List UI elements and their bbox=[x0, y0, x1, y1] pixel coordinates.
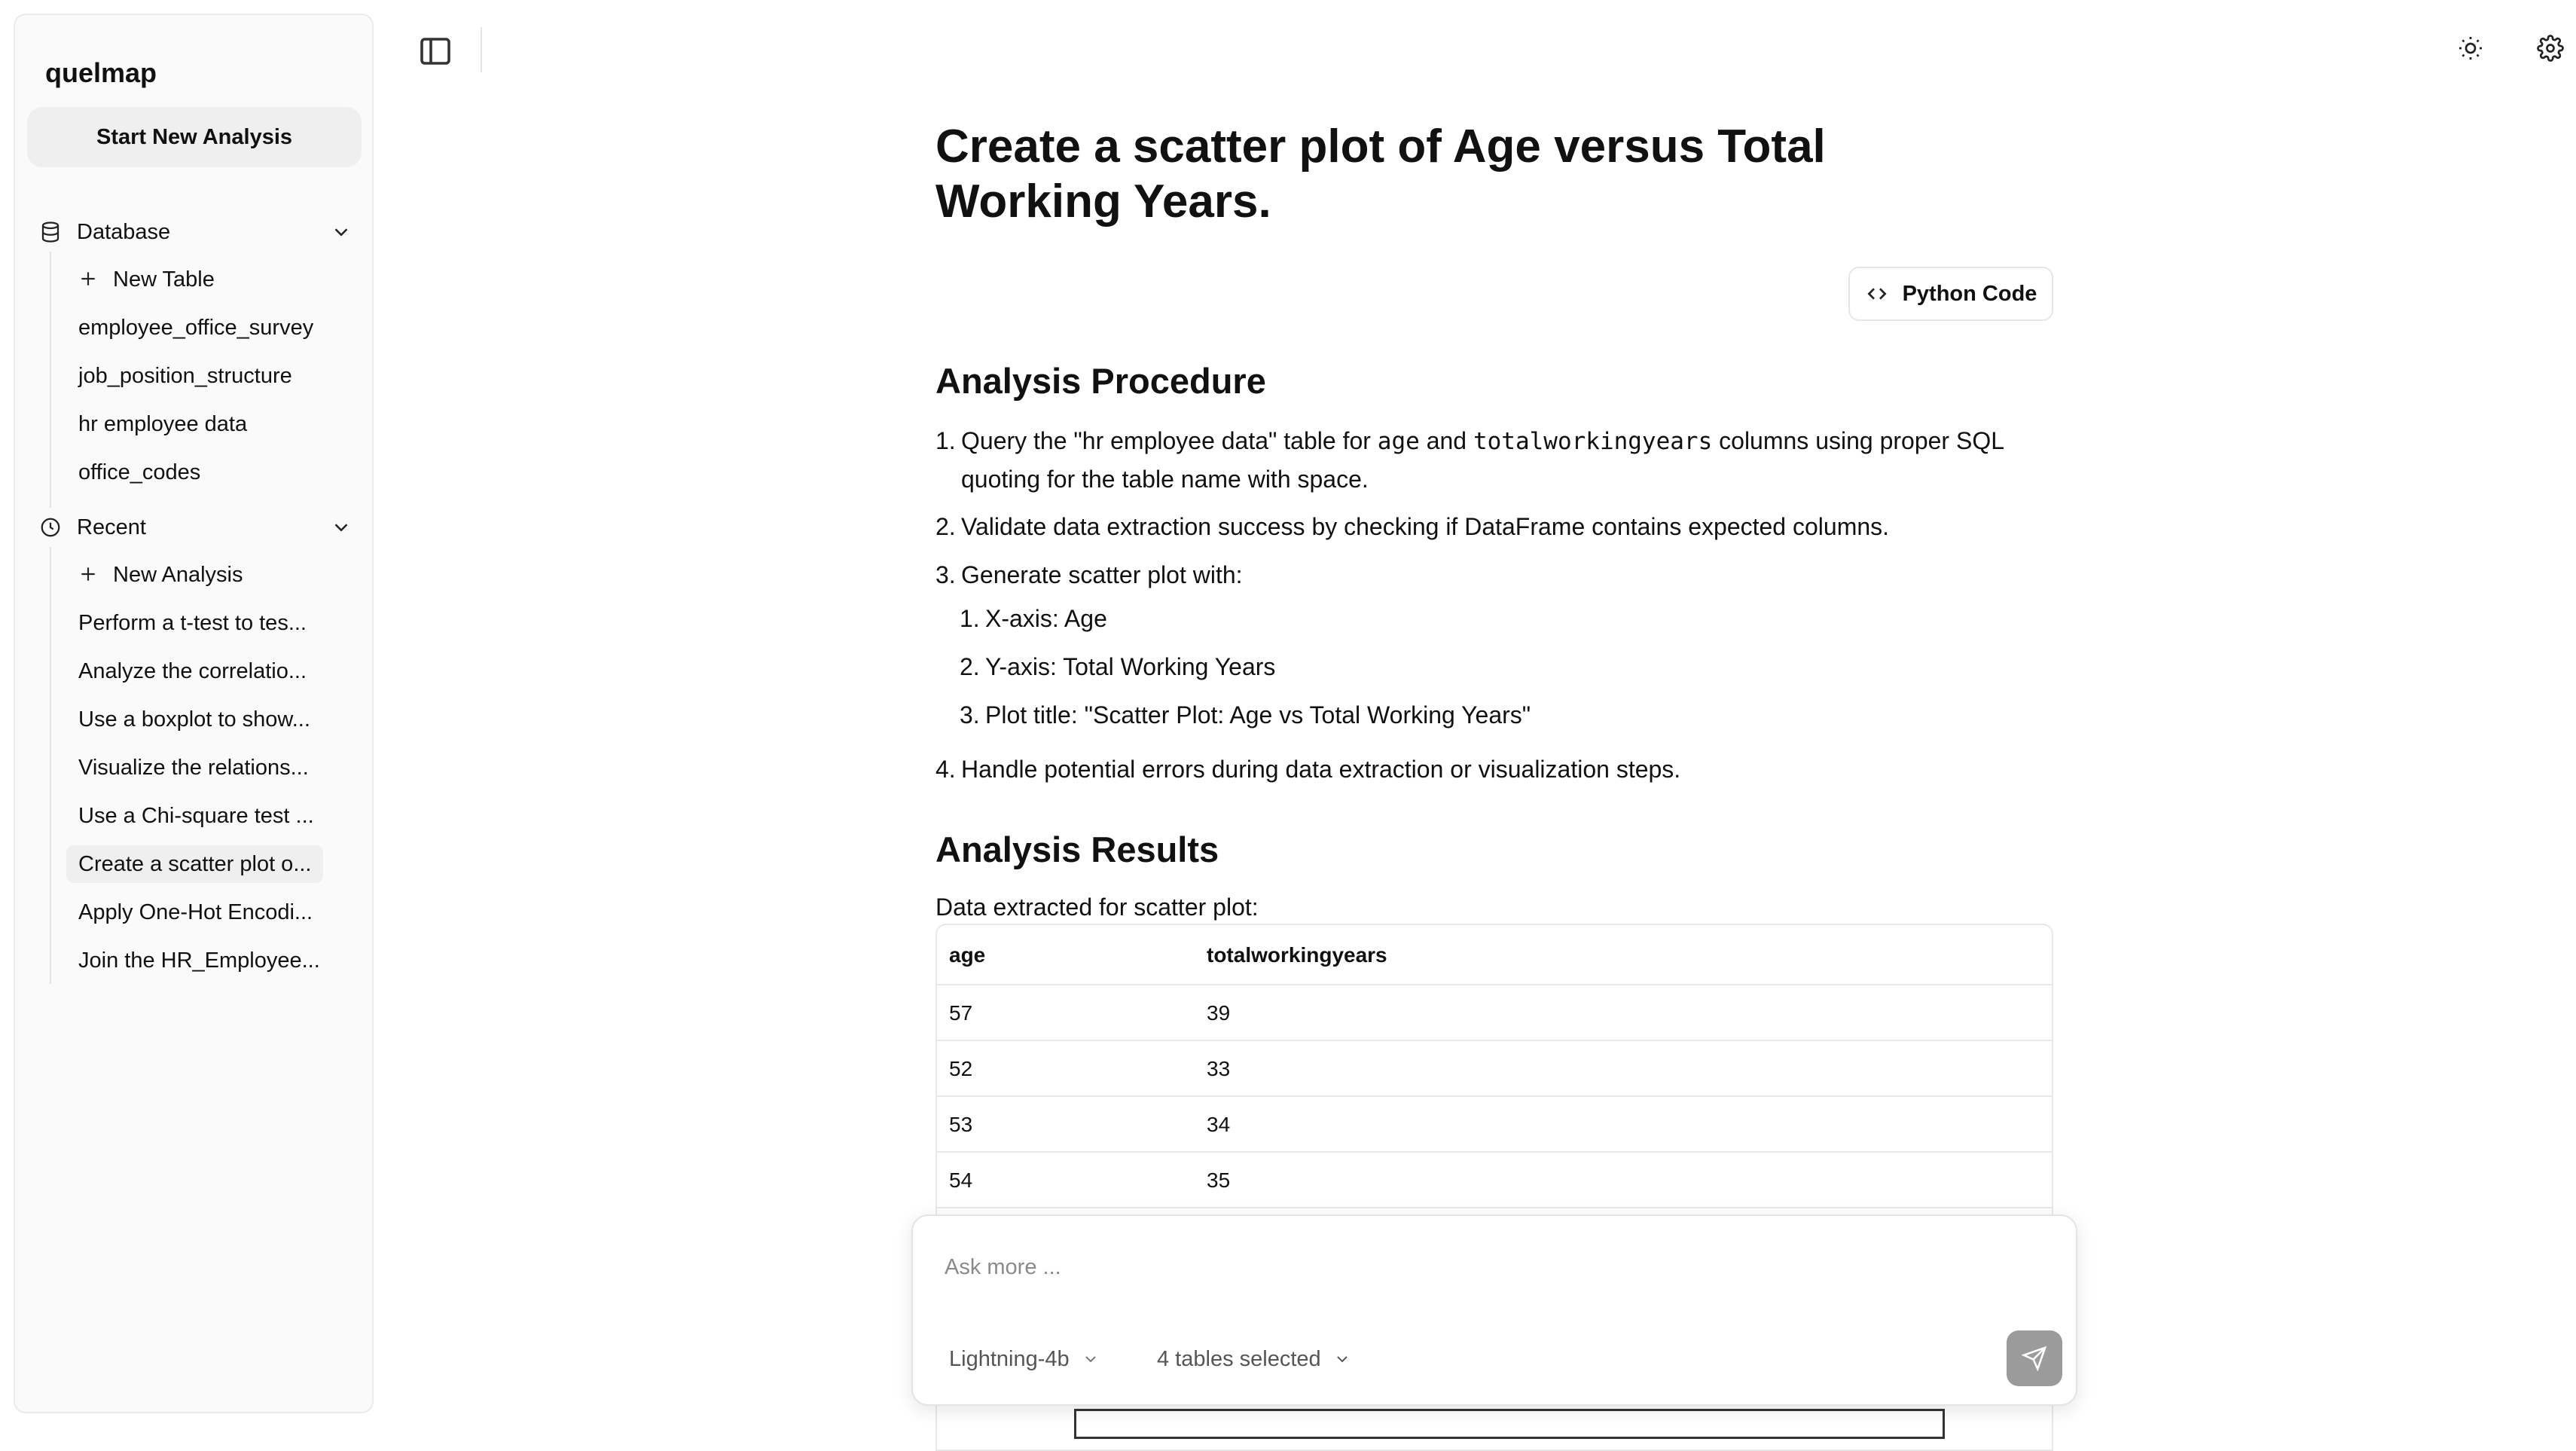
new-table-button[interactable] bbox=[66, 261, 227, 298]
table-row bbox=[937, 1153, 2052, 1208]
table-row bbox=[937, 1097, 2052, 1153]
sidebar-item-table[interactable]: hr employee data bbox=[78, 412, 248, 436]
clock-icon bbox=[39, 516, 62, 539]
procedure-heading: Analysis Procedure bbox=[935, 361, 1266, 401]
column-header: totalworkingyears bbox=[1207, 943, 1387, 967]
sun-icon[interactable] bbox=[2457, 35, 2484, 62]
recent-section-toggle[interactable] bbox=[39, 509, 353, 545]
table-header-row bbox=[937, 925, 2052, 985]
model-select[interactable] bbox=[949, 1338, 1100, 1380]
recent-tree bbox=[50, 547, 359, 984]
procedure-step-1: 1. Query the "hr employee data" table for age and totalworkingyears columns using proper SQL quoting for the table name with space. bbox=[935, 427, 2004, 493]
recent-item[interactable]: Join the HR_Employee... bbox=[78, 948, 320, 973]
procedure-substep: 1. X-axis: Age bbox=[960, 605, 1107, 632]
chevron-down-icon[interactable] bbox=[330, 516, 353, 539]
database-tree bbox=[50, 252, 359, 508]
procedure-substep: 3. Plot title: "Scatter Plot: Age vs Total Working Years" bbox=[960, 701, 1531, 729]
procedure-step-3: 3. Generate scatter plot with: bbox=[935, 561, 1243, 588]
recent-item[interactable]: Use a Chi-square test ... bbox=[78, 804, 314, 828]
table-cell: 33 bbox=[1207, 1057, 1231, 1080]
plus-icon bbox=[78, 564, 98, 584]
sidebar-item-table[interactable]: office_codes bbox=[78, 460, 201, 484]
chevron-down-icon bbox=[1082, 1350, 1100, 1368]
database-section-toggle[interactable] bbox=[39, 214, 353, 250]
table-row bbox=[937, 1041, 2052, 1097]
database-icon bbox=[39, 221, 62, 243]
tables-select[interactable] bbox=[1157, 1338, 1351, 1380]
send-icon bbox=[2022, 1346, 2047, 1371]
table-cell: 57 bbox=[949, 1001, 973, 1025]
recent-item-active[interactable]: Create a scatter plot o... bbox=[66, 845, 323, 883]
database-section-label: Database bbox=[77, 219, 171, 244]
chevron-down-icon bbox=[1333, 1350, 1351, 1368]
table-cell: 35 bbox=[1207, 1168, 1231, 1192]
recent-section-label: Recent bbox=[77, 515, 146, 539]
tables-select-label: 4 tables selected bbox=[1157, 1346, 1321, 1371]
results-heading: Analysis Results bbox=[935, 829, 1219, 869]
recent-item[interactable]: Perform a t-test to tes... bbox=[78, 611, 307, 635]
procedure-step-4: 4. Handle potential errors during data extraction or visualization steps. bbox=[935, 756, 1681, 783]
plus-icon bbox=[78, 269, 98, 289]
recent-item[interactable]: Visualize the relations... bbox=[78, 756, 309, 780]
toolbar-divider bbox=[481, 27, 482, 72]
recent-item[interactable]: Analyze the correlatio... bbox=[78, 659, 307, 683]
sidebar-item-table[interactable]: employee_office_survey bbox=[78, 316, 314, 340]
python-code-label: Python Code bbox=[1902, 281, 2037, 306]
table-cell: 53 bbox=[949, 1113, 973, 1136]
chevron-down-icon[interactable] bbox=[330, 221, 353, 243]
page-title: Create a scatter plot of Age versus Total Working Years. bbox=[935, 121, 1826, 228]
python-code-button[interactable] bbox=[1848, 267, 2053, 321]
ask-more-input[interactable] bbox=[943, 1246, 1922, 1288]
start-new-analysis-button[interactable]: Start New Analysis bbox=[27, 107, 362, 167]
table-cell: 52 bbox=[949, 1057, 973, 1080]
new-analysis-label: New Analysis bbox=[113, 563, 243, 587]
brand-logo: quelmap bbox=[45, 57, 157, 88]
column-header: age bbox=[949, 943, 986, 967]
table-cell: 34 bbox=[1207, 1113, 1231, 1136]
code-icon bbox=[1865, 282, 1889, 306]
new-table-label: New Table bbox=[113, 267, 215, 292]
table-row bbox=[937, 985, 2052, 1041]
panel-left-icon[interactable] bbox=[417, 33, 453, 69]
column-age-code: age bbox=[1377, 428, 1420, 455]
main-content bbox=[935, 0, 2053, 1427]
send-button[interactable] bbox=[2007, 1330, 2062, 1386]
sidebar-item-table[interactable]: job_position_structure bbox=[78, 364, 292, 388]
recent-item[interactable]: Use a boxplot to show... bbox=[78, 707, 310, 732]
results-caption: Data extracted for scatter plot: bbox=[935, 894, 1259, 921]
recent-item[interactable]: Apply One-Hot Encodi... bbox=[78, 900, 313, 924]
table-cell: 54 bbox=[949, 1168, 973, 1192]
table-cell: 39 bbox=[1207, 1001, 1231, 1025]
gear-icon[interactable] bbox=[2537, 35, 2564, 62]
sidebar bbox=[14, 14, 374, 1413]
new-analysis-button[interactable] bbox=[66, 556, 255, 594]
procedure-step-2: 2. Validate data extraction success by checking if DataFrame contains expected columns. bbox=[935, 513, 1890, 540]
scatter-plot-image-edge bbox=[1074, 1409, 1945, 1439]
column-totalworkingyears-code: totalworkingyears bbox=[1473, 428, 1713, 455]
chat-composer bbox=[911, 1214, 2077, 1406]
model-select-label: Lightning-4b bbox=[949, 1346, 1070, 1371]
procedure-substep: 2. Y-axis: Total Working Years bbox=[960, 653, 1276, 680]
